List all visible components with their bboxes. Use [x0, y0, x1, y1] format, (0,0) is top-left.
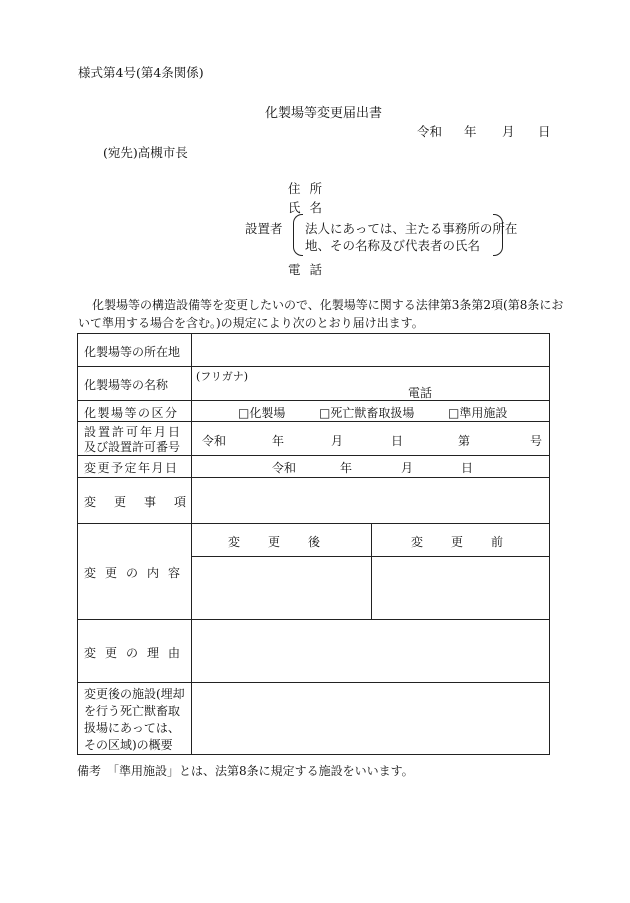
overview-label: 変更後の施設(埋却 を行う死亡獣畜取 扱場にあっては、 その区域)の概要 — [84, 687, 185, 752]
date-year: 年 — [464, 124, 477, 139]
planned-month: 月 — [401, 461, 414, 475]
planned-year: 年 — [340, 461, 353, 475]
location-label: 化製場等の所在地 — [84, 345, 181, 359]
overview-field[interactable] — [196, 686, 546, 750]
permit-year: 年 — [272, 434, 285, 448]
location-field[interactable] — [196, 340, 546, 362]
change-items-field[interactable] — [196, 482, 546, 520]
address-label: 住所 — [288, 181, 332, 196]
category-rendering-plant-checkbox[interactable]: □化製場 — [238, 406, 286, 420]
form-number: 様式第4号(第4条関係) — [78, 65, 204, 80]
facility-name-label: 化製場等の名称 — [84, 378, 169, 392]
permit-no-prefix: 第 — [458, 434, 471, 448]
planned-date-label: 変更予定年月日 — [84, 461, 179, 475]
remarks: 備考 「準用施設」とは、法第8条に規定する施設をいいます。 — [77, 764, 414, 778]
permit-label-line2: 及び設置許可番号 — [84, 440, 181, 454]
change-reason-label: 変更の理由 — [84, 646, 190, 660]
change-items-label: 変更事項 — [84, 495, 205, 509]
facility-phone-label: 電話 — [408, 386, 433, 400]
intro-line1: 化製場等の構造設備等を変更したいので、化製場等に関する法律第3条第2項(第8条にお — [92, 298, 564, 312]
phone-label: 電話 — [288, 262, 332, 277]
furigana-label: (フリガナ) — [196, 370, 249, 383]
before-content-field[interactable] — [376, 560, 546, 616]
change-reason-field[interactable] — [196, 624, 546, 678]
change-content-label: 変更の内容 — [84, 566, 190, 580]
intro-line2: いて準用する場合を含む。)の規定により次のとおり届け出ます。 — [78, 316, 424, 330]
before-header: 変更前 — [411, 535, 532, 549]
document-title: 化製場等変更届出書 — [265, 106, 383, 121]
date-day: 日 — [538, 124, 551, 139]
permit-era: 令和 — [202, 434, 227, 448]
planned-day: 日 — [461, 461, 474, 475]
permit-day: 日 — [391, 434, 404, 448]
name-label: 氏名 — [288, 200, 332, 215]
addressee: (宛先)高槻市長 — [103, 145, 188, 160]
notification-table — [77, 333, 550, 755]
after-header: 変更後 — [228, 535, 349, 549]
installer-label: 設置者 — [245, 221, 283, 236]
permit-no-suffix: 号 — [530, 434, 543, 448]
date-era: 令和 — [417, 124, 443, 139]
column-divider — [191, 334, 192, 754]
after-content-field[interactable] — [196, 560, 366, 616]
after-before-divider — [371, 523, 372, 619]
bracket-left — [293, 214, 303, 256]
permit-month: 月 — [331, 434, 344, 448]
permit-label-line1: 設置許可年月日 — [84, 425, 183, 439]
category-carcass-facility-checkbox[interactable]: □死亡獣畜取扱場 — [319, 406, 415, 420]
corp-note-line1: 法人にあっては、主たる事務所の所在 — [305, 221, 518, 236]
date-month: 月 — [502, 124, 515, 139]
planned-era: 令和 — [272, 461, 297, 475]
category-equivalent-facility-checkbox[interactable]: □準用施設 — [448, 406, 508, 420]
corp-note-line2: 地、その名称及び代表者の氏名 — [305, 238, 481, 253]
category-label: 化製場等の区分 — [84, 406, 179, 420]
